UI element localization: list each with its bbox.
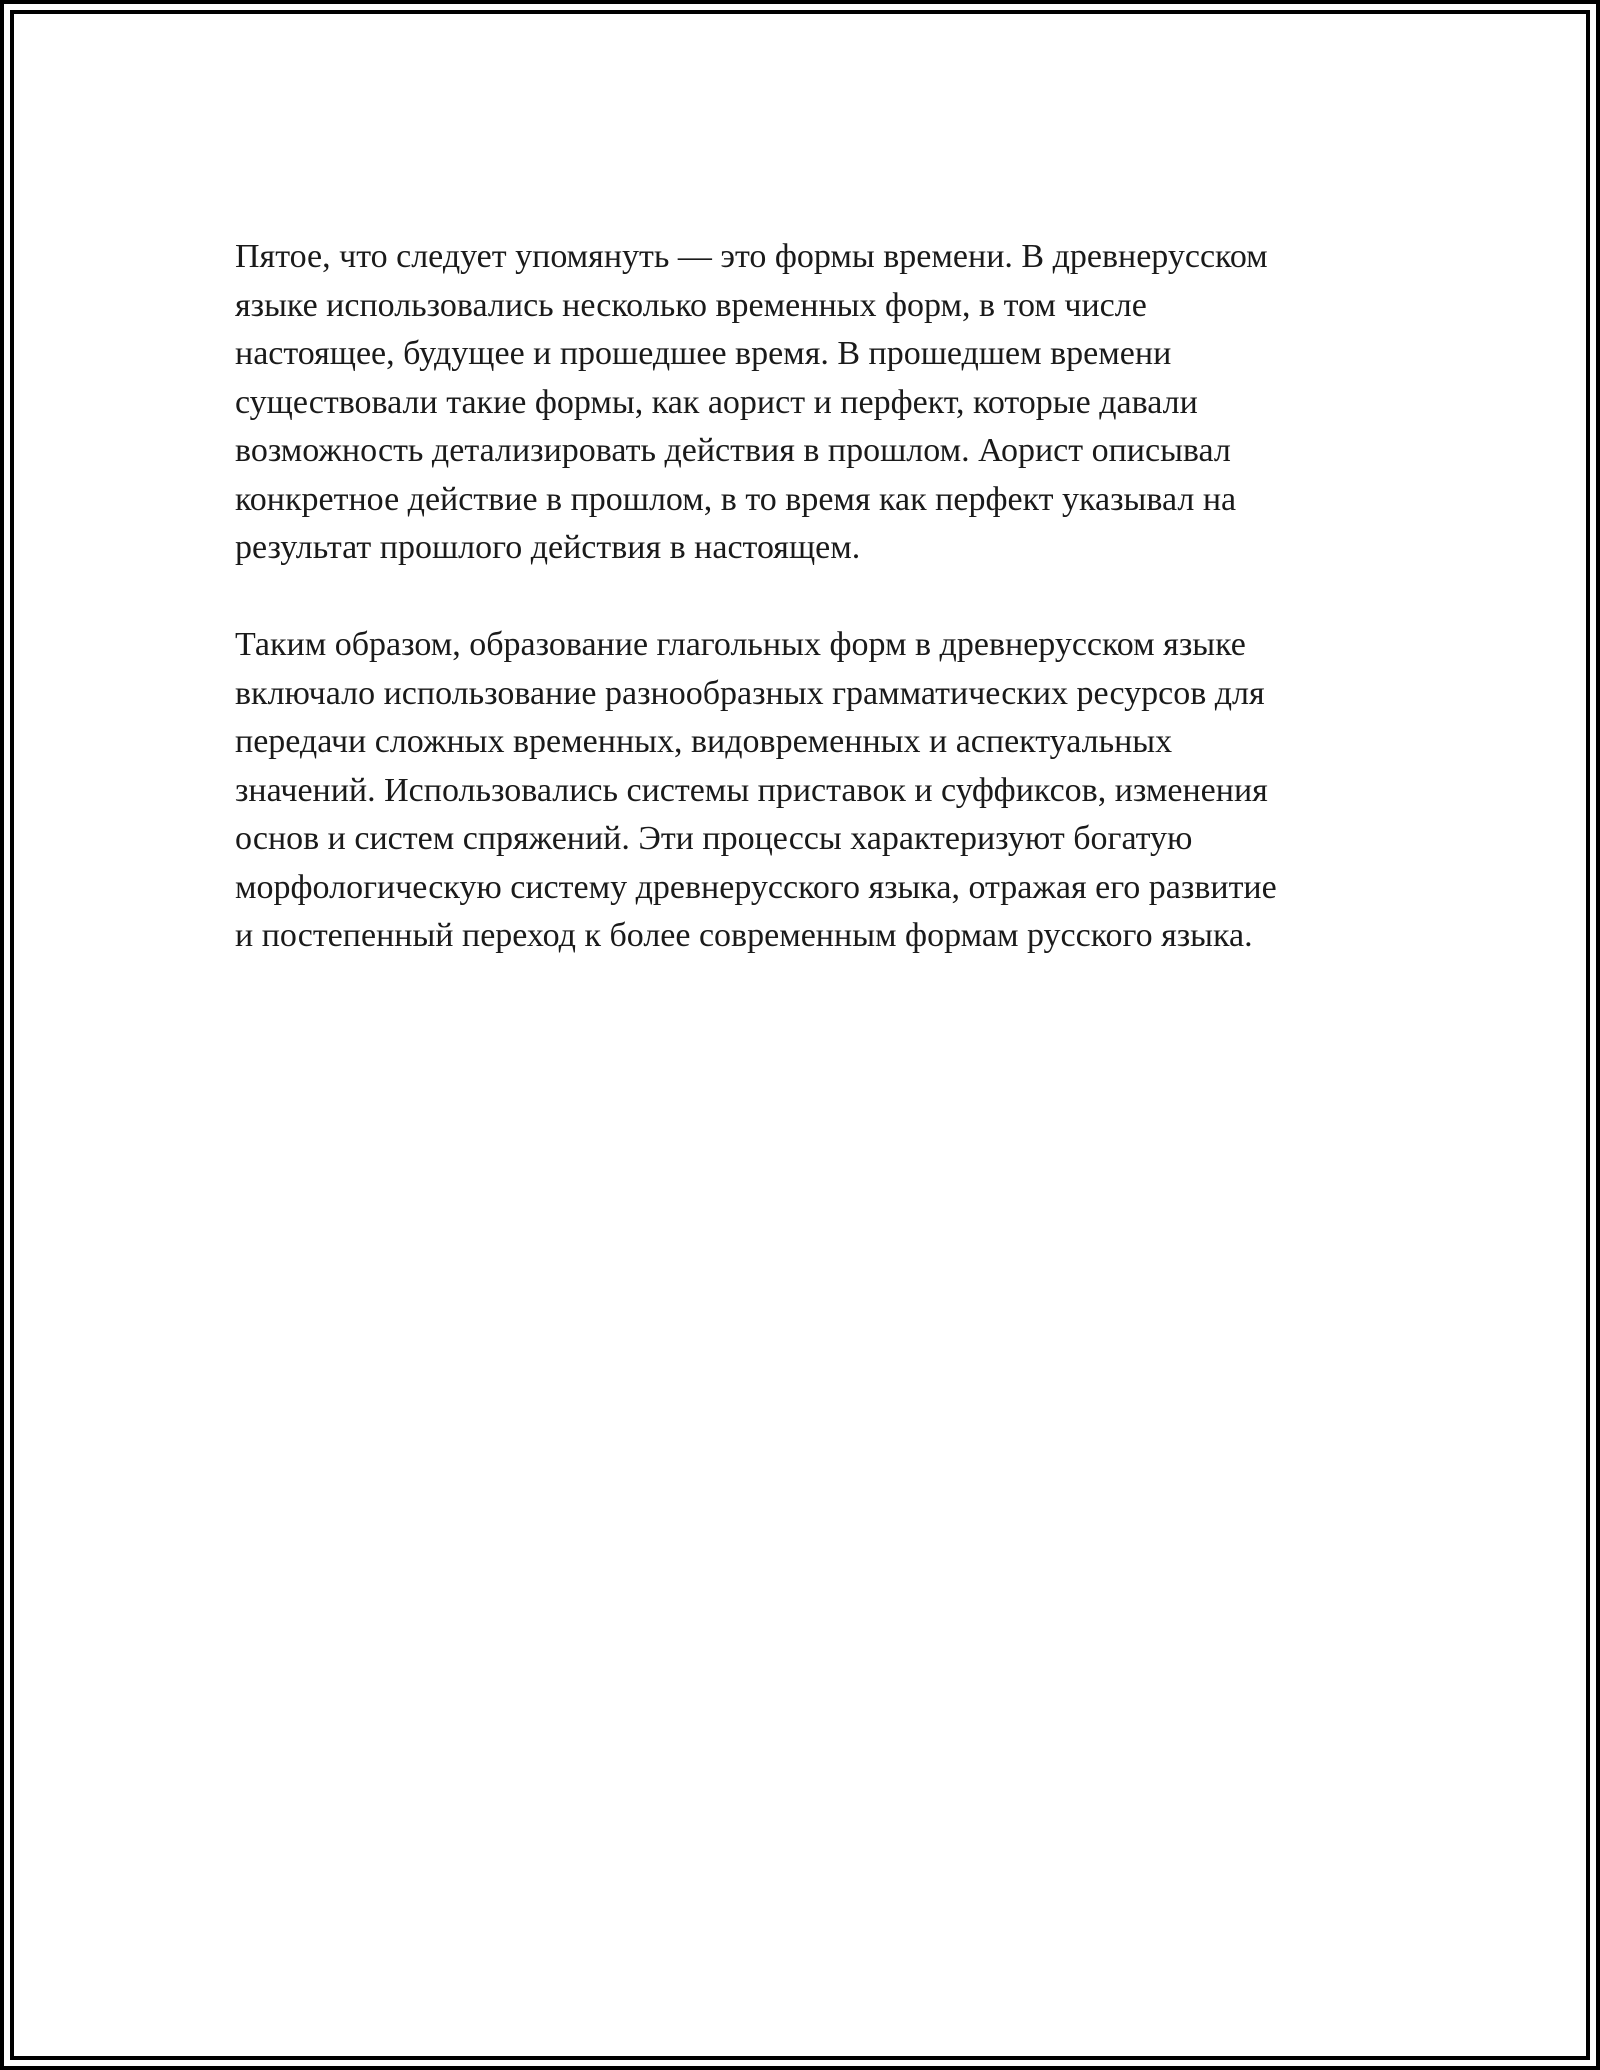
text-line: значений. Использовались системы приставок и суффиксов, изменения [235,771,1268,809]
text-line: существовали такие формы, как аорист и перфект, которые давали [235,383,1198,421]
text-line: включало использование разнообразных грамматических ресурсов для [235,674,1265,712]
text-line: языке использовались несколько временных форм, в том числе [235,286,1147,324]
paragraph-verb-tenses [235,233,1375,573]
text-line: Пятое, что следует упомянуть — это формы времени. В древнерусском [235,238,1268,275]
text-line: возможность детализировать действия в прошлом. Аорист описывал [235,432,1231,469]
text-line: и постепенный переход к более современным формам русского языка. [235,917,1253,954]
text-line: результат прошлого действия в настоящем. [235,529,861,566]
text-line: передачи сложных временных, видовременных и аспектуальных [235,723,1173,760]
document-body [235,233,1375,1009]
text-line: Таким образом, образование глагольных форм в древнерусском языке [235,626,1246,663]
text-line: конкретное действие в прошлом, в то время как перфект указывал на [235,480,1237,518]
text-line: основ и систем спряжений. Эти процессы характеризуют богатую [235,820,1193,857]
text-line: морфологическую систему древнерусского языка, отражая его развитие [235,868,1277,906]
paragraph-conclusion [235,621,1375,961]
text-line: настоящее, будущее и прошедшее время. В прошедшем времени [235,335,1172,372]
